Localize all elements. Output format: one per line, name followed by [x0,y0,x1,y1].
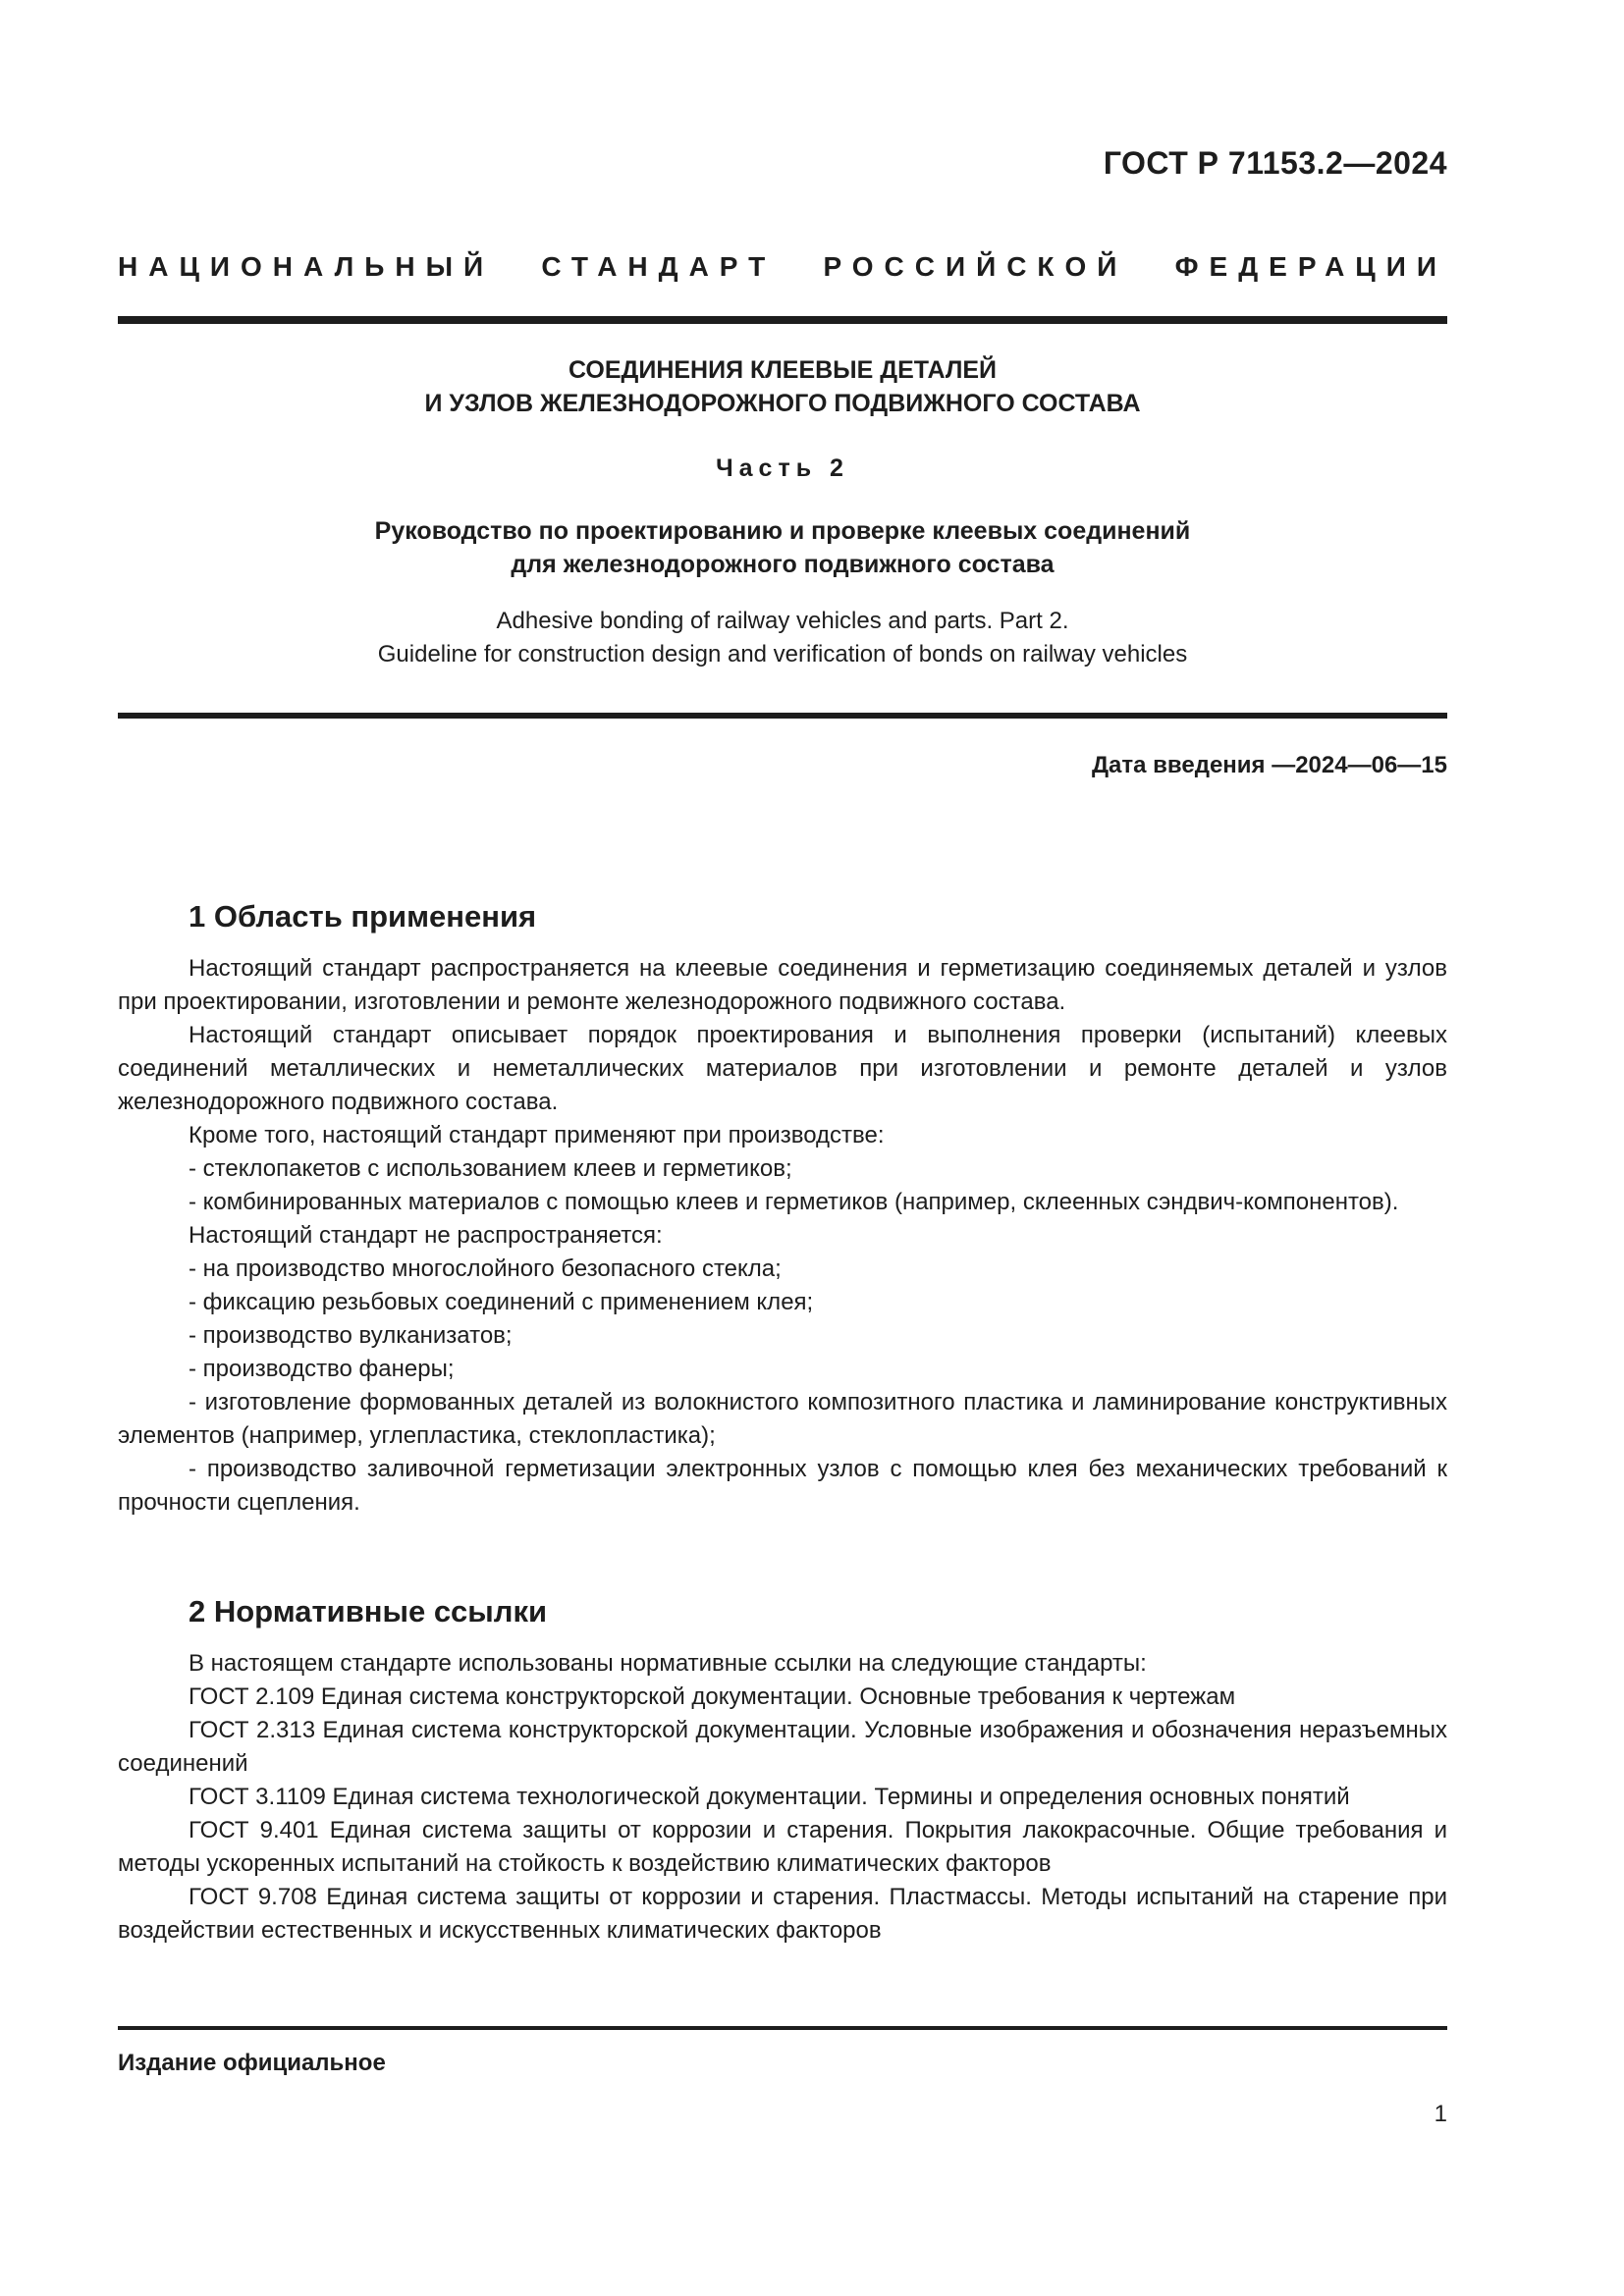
part-label: Часть 2 [716,454,849,482]
section-heading: 1 Область применения [189,899,537,934]
list-item: - стеклопакетов с использованием клеев и герметиков; [189,1155,792,1182]
paragraph: Настоящий стандарт описывает порядок проектирования и выполнения проверки (испытаний) клеевых соединений металлических и неметаллических материалов при изготовлении и ремонте деталей и узлов железнодорожного подвижного состава. [118,1022,1447,1115]
list-item: - комбинированных материалов с помощью клеев и герметиков (например, склеенных сэндвич-компонентов). [189,1189,1399,1215]
reference-item: ГОСТ 2.313 Единая система конструкторской документации. Условные изображения и обозначения неразъемных соединений [118,1717,1447,1777]
paragraph: Кроме того, настоящий стандарт применяют при производстве: [189,1122,885,1148]
introduction-date: Дата введения —2024—06—15 [1091,752,1447,778]
section-scope [118,895,1447,1520]
gost-number: ГОСТ Р 71153.2—2024 [1103,145,1447,181]
list-item: - фиксацию резьбовых соединений с применением клея; [189,1289,814,1315]
section-heading: 2 Нормативные ссылки [189,1594,548,1629]
top-rule [118,316,1447,324]
subtitle-line-2: для железнодорожного подвижного состава [511,551,1055,578]
title-line-2: И УЗЛОВ ЖЕЛЕЗНОДОРОЖНОГО ПОДВИЖНОГО СОСТАВА [424,390,1141,417]
list-item: - изготовление формованных деталей из волокнистого композитного пластика и ламинирование конструктивных элементов (например, углепластика, стеклопластика); [118,1389,1447,1449]
list-item: - производство вулканизатов; [189,1322,513,1349]
list-item: - производство заливочной герметизации электронных узлов с помощью клея без механических требований к прочности сцепления. [118,1456,1447,1516]
official-edition-label: Издание официальное [118,2050,386,2076]
bottom-rule [118,2026,1447,2030]
reference-item: ГОСТ 2.109 Единая система конструкторской документации. Основные требования к чертежам [189,1683,1236,1710]
reference-item: ГОСТ 9.401 Единая система защиты от коррозии и старения. Покрытия лакокрасочные. Общие требования и методы ускоренных испытаний на стойкость к воздействию климатических факторов [118,1817,1447,1877]
paragraph: Настоящий стандарт распространяется на клеевые соединения и герметизацию соединяемых деталей и узлов при проектировании, изготовлении и ремонте железнодорожного подвижного состава. [118,955,1447,1015]
page-number: 1 [1434,2101,1447,2127]
title-line-1: СОЕДИНЕНИЯ КЛЕЕВЫЕ ДЕТАЛЕЙ [568,356,998,384]
english-title-line-2: Guideline for construction design and verification of bonds on railway vehicles [377,641,1188,667]
middle-rule [118,713,1447,719]
paragraph: В настоящем стандарте использованы нормативные ссылки на следующие стандарты: [189,1650,1147,1677]
reference-item: ГОСТ 3.1109 Единая система технологической документации. Термины и определения основных понятий [189,1784,1350,1810]
paragraph: Настоящий стандарт не распространяется: [189,1222,663,1249]
subtitle-line-1: Руководство по проектированию и проверке клеевых соединений [374,517,1191,545]
list-item: - производство фанеры; [189,1356,455,1382]
english-title-line-1: Adhesive bonding of railway vehicles and parts. Part 2. [496,608,1069,634]
reference-item: ГОСТ 9.708 Единая система защиты от коррозии и старения. Пластмассы. Методы испытаний на старение при воздействии естественных и искусственных климатических факторов [118,1884,1447,1944]
section-normative-references [118,1590,1447,1948]
national-standard-banner: НАЦИОНАЛЬНЫЙ СТАНДАРТ РОССИЙСКОЙ ФЕДЕРАЦИИ [118,251,1447,282]
list-item: - на производство многослойного безопасного стекла; [189,1255,782,1282]
title-block [118,353,1447,671]
